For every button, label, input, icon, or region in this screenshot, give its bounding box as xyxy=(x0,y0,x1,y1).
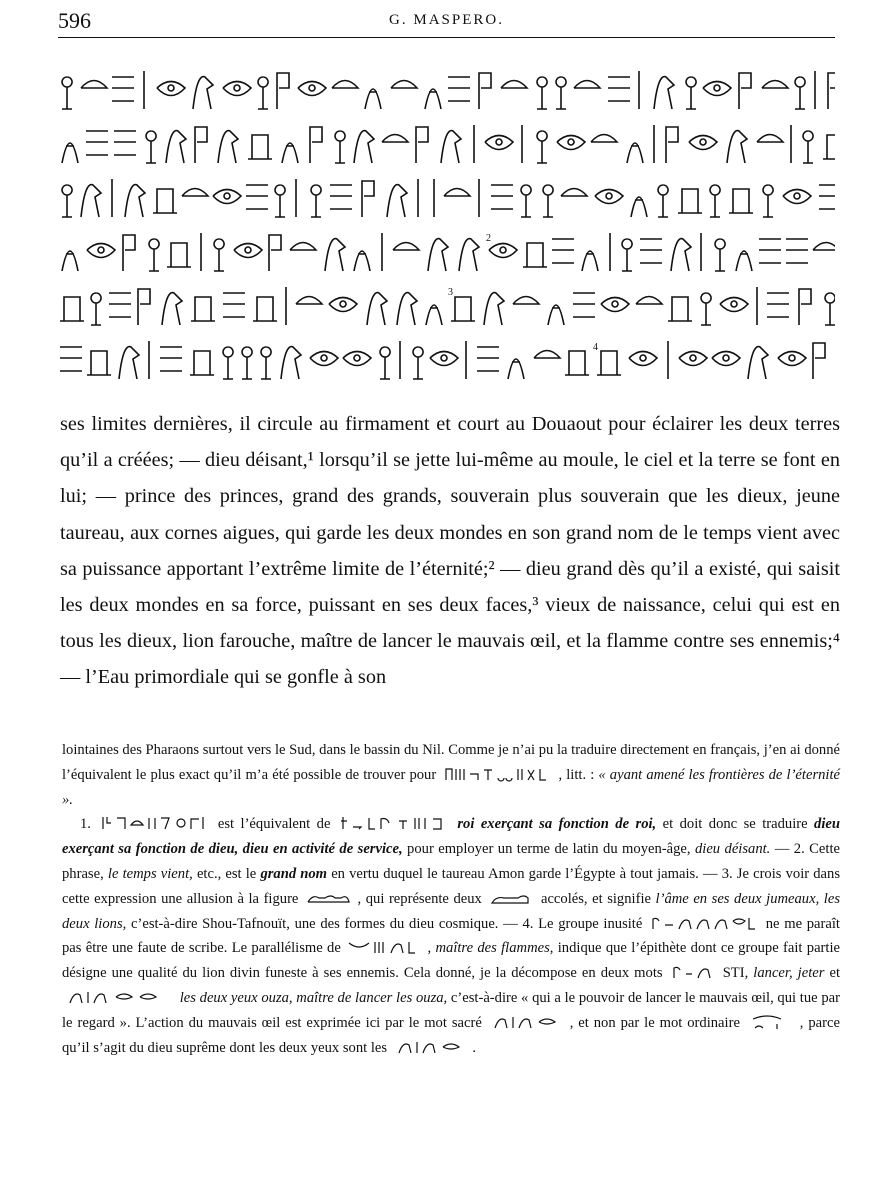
hieroglyph-glyph xyxy=(62,185,72,217)
hieroglyph-glyph xyxy=(757,135,783,143)
note-text: , qui représente deux xyxy=(357,890,482,907)
note-text: accolés, et signifie xyxy=(540,890,651,907)
hieroglyph-group-icon xyxy=(339,815,449,831)
note-text: c’est-à-dire Shou-Tafnouït, une des formes du dieu cosmique. — 4. Le groupe inusité xyxy=(131,915,643,932)
hieroglyph-glyph xyxy=(556,77,566,109)
hieroglyph-glyph xyxy=(786,239,808,263)
hieroglyph-group-icon xyxy=(347,939,421,955)
header-rule xyxy=(58,37,835,38)
footnote-continuation xyxy=(62,738,840,812)
hieroglyph-glyph xyxy=(574,81,600,89)
note-italic: le temps vient, xyxy=(107,865,193,882)
hieroglyph-glyph xyxy=(367,293,387,325)
double-lion-icon xyxy=(305,890,351,906)
hieroglyph-glyph xyxy=(479,73,491,109)
hieroglyph-glyph xyxy=(310,352,338,366)
hieroglyph-glyph xyxy=(182,189,208,197)
hieroglyph-group-icon xyxy=(489,1014,563,1030)
hieroglyph-glyph xyxy=(380,347,390,379)
hieroglyph-glyph xyxy=(146,131,156,163)
hieroglyph-glyph xyxy=(489,244,517,258)
body-text xyxy=(60,406,840,696)
hieroglyph-glyph xyxy=(81,81,107,89)
hieroglyph-glyph xyxy=(87,244,115,258)
hieroglyph-glyph xyxy=(310,127,322,163)
hieroglyph-glyph xyxy=(658,185,668,217)
hieroglyph-glyph xyxy=(485,136,513,150)
hieroglyph-glyph xyxy=(534,351,560,359)
note-text: — 2. Cette phrase, xyxy=(62,841,840,882)
note-italic: dieu déisant. xyxy=(694,841,771,858)
note-text: , litt. : xyxy=(558,766,595,783)
hieroglyph-glyph xyxy=(573,293,595,317)
hieroglyph-glyph xyxy=(813,343,825,379)
hieroglyph-glyph xyxy=(282,143,298,163)
hieroglyph-glyph xyxy=(441,131,461,163)
note-italic: maître des flammes, xyxy=(435,940,554,957)
hieroglyph-glyph xyxy=(767,293,789,317)
note-text: indique que l’épithète dont ce groupe fait partie désigne une qualité du lion divin funeste à ses ennemis. Cela donné, je la décompose en deux mots xyxy=(62,940,841,982)
hieroglyph-glyph xyxy=(720,298,748,312)
hieroglyph-glyph xyxy=(477,347,499,371)
hieroglyph-glyph xyxy=(329,298,357,312)
hieroglyph-glyph xyxy=(167,243,191,267)
hieroglyph-glyph xyxy=(413,347,423,379)
hieroglyph-glyph xyxy=(277,73,289,109)
hieroglyph-glyph xyxy=(825,293,835,325)
hieroglyph-glyph xyxy=(678,189,702,213)
hieroglyph-glyph xyxy=(213,190,241,204)
hieroglyph-glyph xyxy=(87,351,111,375)
page-number: 596 xyxy=(58,8,91,33)
hieroglyph-glyph xyxy=(508,359,524,379)
hieroglyph-glyph xyxy=(60,297,84,321)
lion-icon xyxy=(488,890,534,906)
hieroglyph-glyph xyxy=(430,352,458,366)
hieroglyph-glyph xyxy=(629,352,657,366)
hieroglyph-glyph xyxy=(671,239,691,271)
hieroglyph-glyph xyxy=(712,352,740,366)
hieroglyph-glyph xyxy=(627,143,643,163)
hieroglyph-glyph xyxy=(234,244,262,258)
hieroglyph-glyph xyxy=(748,347,768,379)
hieroglyph-glyph xyxy=(62,251,78,271)
hieroglyph-glyph xyxy=(157,82,185,96)
hieroglyph-glyph xyxy=(223,82,251,96)
hieroglyph-glyph xyxy=(325,239,345,271)
hieroglyph-glyph xyxy=(149,239,159,271)
note-text: . xyxy=(472,1039,477,1056)
hieroglyph-glyph xyxy=(335,131,345,163)
hieroglyph-glyph xyxy=(81,185,101,217)
hieroglyph-glyph xyxy=(86,131,108,155)
page-header xyxy=(58,8,835,34)
hieroglyph-glyph xyxy=(444,189,470,197)
hieroglyph-glyph xyxy=(591,135,617,143)
hieroglyph-glyph xyxy=(636,297,662,305)
hieroglyph-glyph xyxy=(459,239,479,271)
hieroglyph-glyph xyxy=(428,239,448,271)
hieroglyph-glyph xyxy=(828,73,835,109)
hieroglyph-line-number: 2 xyxy=(486,233,491,244)
hieroglyph-glyph xyxy=(729,189,753,213)
hieroglyph-glyph xyxy=(382,135,408,143)
footnote-number: 1. xyxy=(80,816,91,833)
hieroglyph-glyph xyxy=(160,347,182,371)
hieroglyph-glyph xyxy=(362,181,374,217)
hieroglyph-glyph xyxy=(701,293,711,325)
hieroglyph-lines-icon xyxy=(58,55,835,390)
hieroglyph-glyph xyxy=(119,347,139,379)
hieroglyph-glyph xyxy=(296,297,322,305)
hieroglyph-glyph xyxy=(125,185,145,217)
hieroglyph-glyph xyxy=(258,77,268,109)
hieroglyph-glyph xyxy=(290,243,316,251)
hieroglyph-glyph xyxy=(565,351,589,375)
hieroglyph-glyph xyxy=(416,127,428,163)
hieroglyph-glyph xyxy=(715,239,725,271)
hieroglyph-glyph xyxy=(608,77,630,101)
hieroglyph-glyph xyxy=(109,293,131,317)
note-text: lointaines des Pharaons surtout vers le Sud, dans le bassin du Nil. Comme je n’ai pu la traduire directement en français, j’en ai donné l’équivalent le plus exact qu’il m’a été possible de trouver pour xyxy=(62,742,840,783)
hieroglyph-glyph xyxy=(739,73,751,109)
hieroglyph-glyph xyxy=(727,131,747,163)
hieroglyph-glyph xyxy=(391,81,417,89)
hieroglyph-glyph xyxy=(501,81,527,89)
hieroglyph-glyph xyxy=(640,239,662,263)
hieroglyph-glyph xyxy=(275,185,285,217)
note-italic-bold: dieu exerçant sa fonction de dieu, dieu en activité de service, xyxy=(62,816,840,858)
hieroglyph-glyph xyxy=(448,77,470,101)
hieroglyph-glyph xyxy=(823,135,835,159)
hieroglyph-glyph xyxy=(330,185,352,209)
hieroglyph-group-icon xyxy=(670,964,716,980)
hieroglyph-group-icon xyxy=(442,766,552,782)
hieroglyph-glyph xyxy=(679,352,707,366)
hieroglyph-glyph xyxy=(763,185,773,217)
hieroglyph-glyph xyxy=(223,347,233,379)
note-italic: l’âme en ses deux jumeaux, les deux lions, xyxy=(62,890,840,932)
hieroglyph-glyph xyxy=(451,297,475,321)
hieroglyph-glyph xyxy=(425,89,441,109)
note-text: et xyxy=(829,965,841,982)
hieroglyph-glyph xyxy=(193,77,213,109)
hieroglyph-glyph xyxy=(91,293,101,325)
hieroglyph-glyph xyxy=(491,185,513,209)
hieroglyph-glyph xyxy=(710,185,720,217)
hieroglyph-glyph xyxy=(248,135,272,159)
hieroglyph-glyph xyxy=(114,131,136,155)
hieroglyph-glyph xyxy=(60,347,82,371)
footnote-1 xyxy=(62,812,840,1060)
note-italic: lancer, jeter xyxy=(753,965,825,982)
note-italic: les deux yeux ouza, maître de lancer les ouza, xyxy=(179,989,448,1006)
hieroglyph-glyph xyxy=(343,352,371,366)
hieroglyph-glyph xyxy=(548,305,564,325)
hieroglyph-glyph xyxy=(393,243,419,251)
hieroglyph-glyph xyxy=(246,185,268,209)
hieroglyph-glyph xyxy=(778,352,806,366)
hieroglyph-glyph xyxy=(311,185,321,217)
hieroglyph-glyph xyxy=(523,243,547,267)
hieroglyph-glyph xyxy=(484,293,504,325)
body-paragraph: ses limites dernières, il circule au firmament et court au Douaout pour éclairer les deux terres qu’il a créées; — dieu déisant,¹ lorsqu’il se jette lui-même au moule, le ciel et la terre se font en lui; — prince des princes, grand des grands, souverain plus souverain que les dieux, jeune taureau, aux cornes aigues, qui garde les deux mondes en son grand nom de le temps vient avec sa puissance apportant l’extrême limite de l’éternité;² — dieu grand dès qu’il a existé, qui saisit les deux mondes en sa force, puissant en ses deux faces,³ vieux de naissance, celui qui est en tous les dieux, lion farouche, maître de lancer le mauvais œil, et la flamme contre ses ennemis;⁴ — l’Eau primordiale qui se gonfle à son xyxy=(60,413,840,689)
hieroglyph-group-icon xyxy=(64,989,174,1005)
hieroglyph-glyph xyxy=(397,293,417,325)
hieroglyph-glyph xyxy=(281,347,301,379)
hieroglyph-glyph xyxy=(426,305,442,325)
hieroglyph-glyph xyxy=(261,347,271,379)
hieroglyph-glyph xyxy=(191,297,215,321)
note-text: en vertu duquel le taureau Amon garde l’Égypte à tout jamais. — 3. Je crois voir dans cette expression une allusion à la figure xyxy=(62,865,840,907)
hieroglyph-glyph xyxy=(218,131,238,163)
hieroglyph-glyph xyxy=(138,289,150,325)
hieroglyph-glyph xyxy=(813,243,835,251)
hieroglyph-glyph xyxy=(112,77,134,101)
hieroglyph-glyph xyxy=(537,131,547,163)
hieroglyph-line-number: 4 xyxy=(593,342,598,353)
hieroglyph-glyph xyxy=(365,89,381,109)
note-text: STI, xyxy=(722,965,749,982)
note-text: , parce qu’il s’agit du dieu suprême dont les deux yeux sont les xyxy=(62,1014,840,1056)
hieroglyph-glyph xyxy=(561,189,587,197)
hieroglyph-glyph xyxy=(622,239,632,271)
note-italic-bold: roi exerçant sa fonction de roi, xyxy=(457,816,657,833)
hieroglyph-glyph xyxy=(631,197,647,217)
hieroglyph-glyph xyxy=(736,251,752,271)
hieroglyph-glyph xyxy=(582,251,598,271)
hieroglyph-glyph xyxy=(214,239,224,271)
hieroglyph-glyph xyxy=(253,297,277,321)
hieroglyph-glyph xyxy=(62,143,78,163)
hieroglyph-glyph xyxy=(795,77,805,109)
note-italic: « ayant amené les frontières de l’éternité ». xyxy=(62,766,841,808)
hieroglyph-glyph xyxy=(686,77,696,109)
hieroglyph-glyph xyxy=(242,347,252,379)
hieroglyph-glyph xyxy=(223,293,245,317)
hieroglyph-glyph xyxy=(557,136,585,150)
hieroglyph-glyph xyxy=(799,289,811,325)
hieroglyph-glyph xyxy=(123,235,135,271)
hieroglyph-glyph xyxy=(521,185,531,217)
hieroglyph-glyph xyxy=(387,185,407,217)
note-text: , et non par le mot ordinaire xyxy=(569,1014,740,1031)
note-text: , xyxy=(427,940,432,957)
hieroglyph-glyph xyxy=(166,131,186,163)
hieroglyph-glyph xyxy=(195,127,207,163)
note-text: ne me paraît pas être une faute de scribe. Le parallélisme de xyxy=(62,915,840,957)
hieroglyph-glyph xyxy=(513,297,539,305)
hieroglyph-group-icon xyxy=(393,1039,467,1055)
hieroglyph-glyph xyxy=(153,189,177,213)
note-text: est l’équivalent de xyxy=(217,816,331,833)
hieroglyph-glyph xyxy=(298,82,326,96)
hieroglyph-glyph xyxy=(332,81,358,89)
hieroglyph-glyph-group xyxy=(60,71,835,379)
note-text: etc., est le xyxy=(196,865,257,882)
note-text: c’est-à-dire « qui a le pouvoir de lancer le mauvais œil, qui tue par le regard ». L’action du mauvais œil est exprimée ici par le mot sacré xyxy=(62,989,840,1031)
hieroglyph-glyph xyxy=(162,293,182,325)
note-italic-bold: grand nom xyxy=(260,865,328,882)
hieroglyph-glyph xyxy=(759,239,781,263)
hieroglyph-glyph xyxy=(666,127,678,163)
hieroglyph-glyph xyxy=(689,136,717,150)
hieroglyph-glyph xyxy=(537,77,547,109)
hieroglyph-glyph xyxy=(552,239,574,263)
hieroglyph-glyph xyxy=(190,351,214,375)
hieroglyph-group-icon xyxy=(99,815,209,831)
hieroglyph-glyph xyxy=(668,297,692,321)
hieroglyph-glyph xyxy=(595,190,623,204)
hieroglyph-glyph xyxy=(597,351,621,375)
hieroglyph-glyph xyxy=(803,131,813,163)
hieroglyphic-text-block xyxy=(58,55,835,390)
hieroglyph-glyph xyxy=(269,235,281,271)
hieroglyph-group-icon xyxy=(649,915,759,931)
hieroglyph-glyph xyxy=(62,77,72,109)
hieroglyph-glyph xyxy=(354,131,374,163)
note-text: et doit donc se traduire xyxy=(662,816,808,833)
eye-word-icon xyxy=(747,1014,793,1030)
hieroglyph-glyph xyxy=(762,81,788,89)
hieroglyph-glyph xyxy=(783,190,811,204)
hieroglyph-glyph xyxy=(703,82,731,96)
footnotes xyxy=(62,738,840,1060)
hieroglyph-glyph xyxy=(819,185,835,209)
running-head: G. MASPERO. xyxy=(389,12,504,28)
hieroglyph-glyph xyxy=(354,251,370,271)
hieroglyph-glyph xyxy=(654,77,674,109)
hieroglyph-line-number: 3 xyxy=(448,287,453,298)
hieroglyph-glyph xyxy=(543,185,553,217)
note-text: pour employer un terme de latin du moyen-âge, xyxy=(407,841,691,858)
hieroglyph-glyph xyxy=(601,298,629,312)
